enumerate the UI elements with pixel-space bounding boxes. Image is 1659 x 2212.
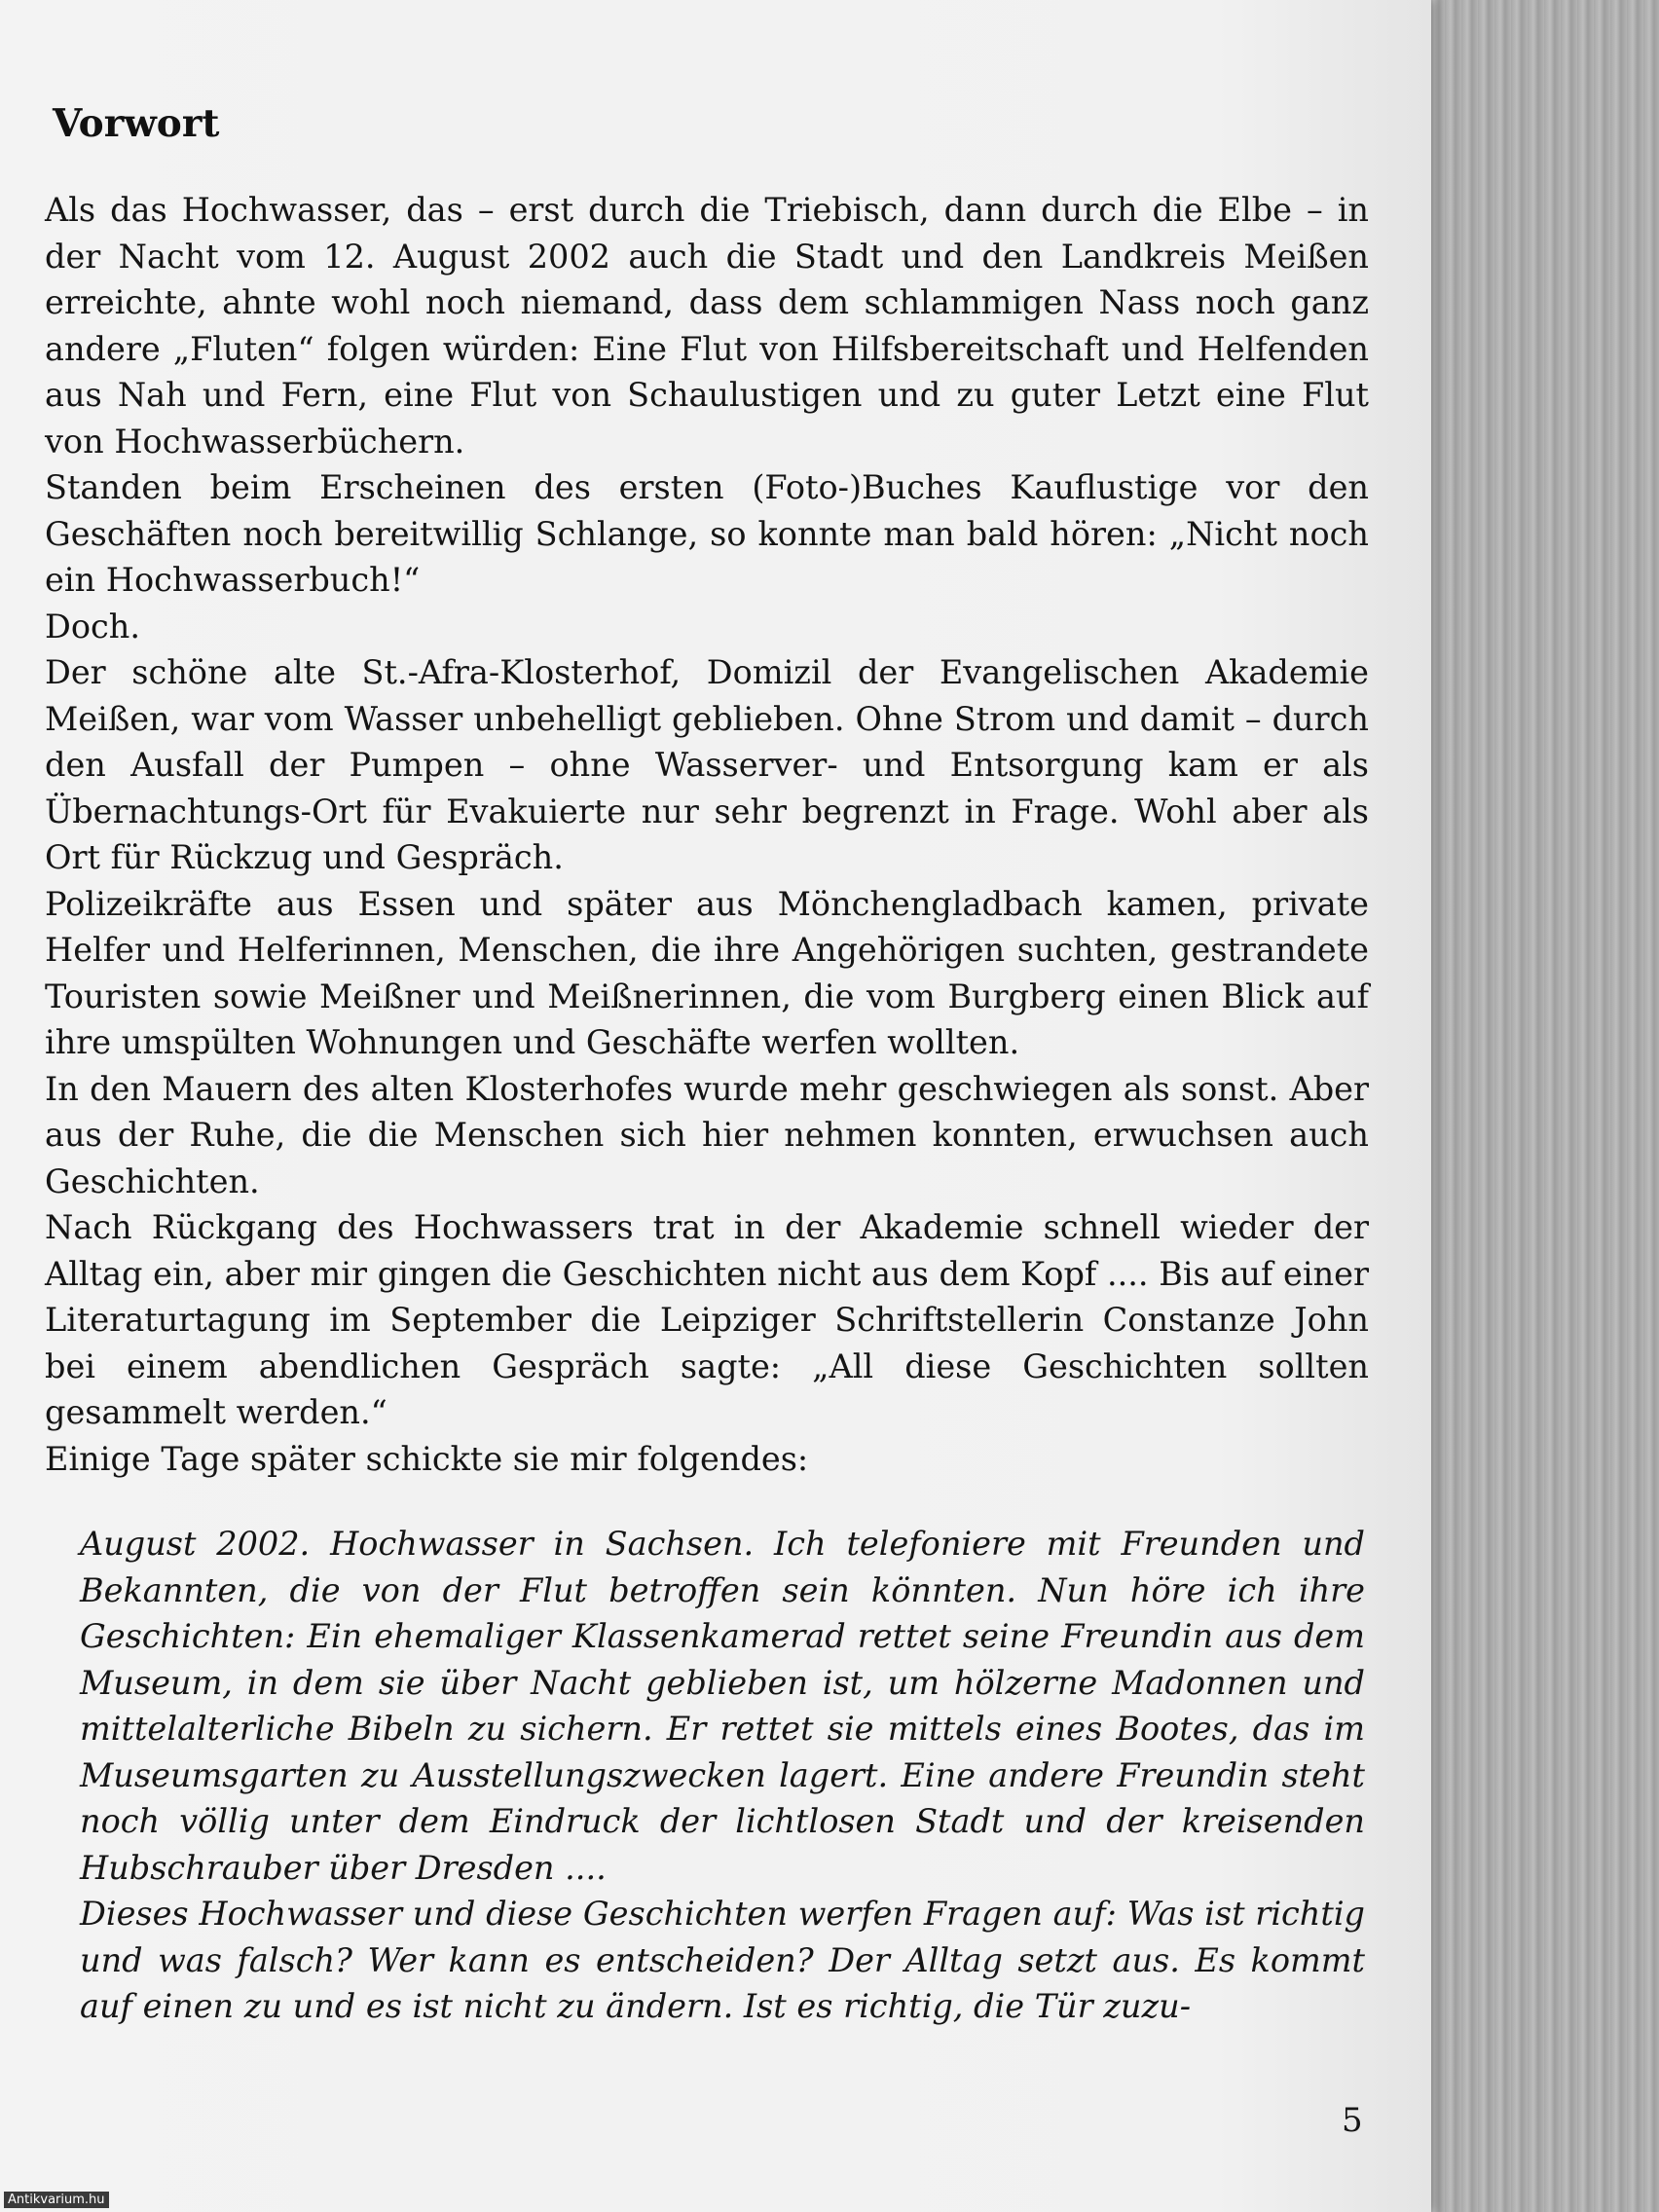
- page-title: Vorwort: [53, 101, 220, 146]
- body-paragraph: Einige Tage später schickte sie mir folgendes:: [45, 1439, 809, 1478]
- page-number: 5: [1342, 2101, 1363, 2140]
- body-paragraph: Als das Hochwasser, das – erst durch die Triebisch, dann durch die Elbe – in der Nacht vom 12. August 2002 auch die Stadt und den Landkreis Meißen erreichte, ahnte wohl noch niemand, dass dem schlammigen Nass noch ganz andere „Fluten“ folgen würden: Eine Flut von Hilfsbereitschaft und Helfenden aus Nah und Fern, eine Flut von Schaulustigen und zu guter Letzt eine Flut von Hochwasserbüchern.: [45, 191, 1369, 461]
- page-content: [45, 101, 1369, 2030]
- quoted-letter: [80, 1521, 1365, 2030]
- quote-paragraph: August 2002. Hochwasser in Sachsen. Ich telefoniere mit Freunden und Bekannten, die von der Flut betroffen sein könnten. Nun höre ich ihre Geschichten: Ein ehemaliger Klassenkamerad rettet seine Freundin aus dem Museum, in dem sie über Nacht geblieben ist, um hölzerne Madonnen und mittelalterliche Bibeln zu sichern. Er rettet sie mittels eines Bootes, das im Museumsgarten zu Ausstellungszwecken lagert. Eine andere Freundin steht noch völlig unter dem Eindruck der lichtlosen Stadt und der kreisenden Hubschrauber über Dresden ....: [80, 1525, 1365, 1887]
- quote-paragraph: Dieses Hochwasser und diese Geschichten werfen Fragen auf: Was ist richtig und was falsch? Wer kann es entscheiden? Der Alltag setzt aus. Es kommt auf einen zu und es ist nicht zu ändern. Ist es richtig, die Tür zuzu-: [80, 1895, 1365, 2025]
- body-paragraph: Doch.: [45, 607, 141, 645]
- watermark: Antikvarium.hu: [4, 2192, 109, 2208]
- body-paragraph: Polizeikräfte aus Essen und später aus Mönchengladbach kamen, private Helfer und Helferinnen, Menschen, die ihre Angehörigen suchten, gestrandete Touristen sowie Meißner und Meißnerinnen, die vom Burgberg einen Blick auf ihre umspülten Wohnungen und Geschäfte werfen wollten.: [45, 884, 1369, 1061]
- adjacent-page-edge: [1412, 0, 1659, 2212]
- body-paragraph: Der schöne alte St.-Afra-Klosterhof, Domizil der Evangelischen Akademie Meißen, war vom Wasser unbehelligt geblieben. Ohne Strom und damit – durch den Ausfall der Pumpen – ohne Wasserver- und Entsorgung kam er als Übernachtungs-Ort für Evakuierte nur sehr begrenzt in Frage. Wohl aber als Ort für Rückzug und Gespräch.: [45, 653, 1369, 876]
- body-paragraph: Nach Rückgang des Hochwassers trat in der Akademie schnell wieder der Alltag ein, aber mir gingen die Geschichten nicht aus dem Kopf .... Bis auf einer Literaturtagung im September die Leipziger Schriftstellerin Constanze John bei einem abendlichen Gespräch sagte: „All diese Geschichten sollten gesammelt werden.“: [45, 1208, 1369, 1431]
- body-paragraph: Standen beim Erscheinen des ersten (Foto-)Buches Kauflustige vor den Geschäften noch bereitwillig Schlange, so konnte man bald hören: „Nicht noch ein Hochwasserbuch!“: [45, 468, 1369, 599]
- body-paragraph: In den Mauern des alten Klosterhofes wurde mehr geschwiegen als sonst. Aber aus der Ruhe, die die Menschen sich hier nehmen konnten, erwuchsen auch Geschichten.: [45, 1069, 1369, 1200]
